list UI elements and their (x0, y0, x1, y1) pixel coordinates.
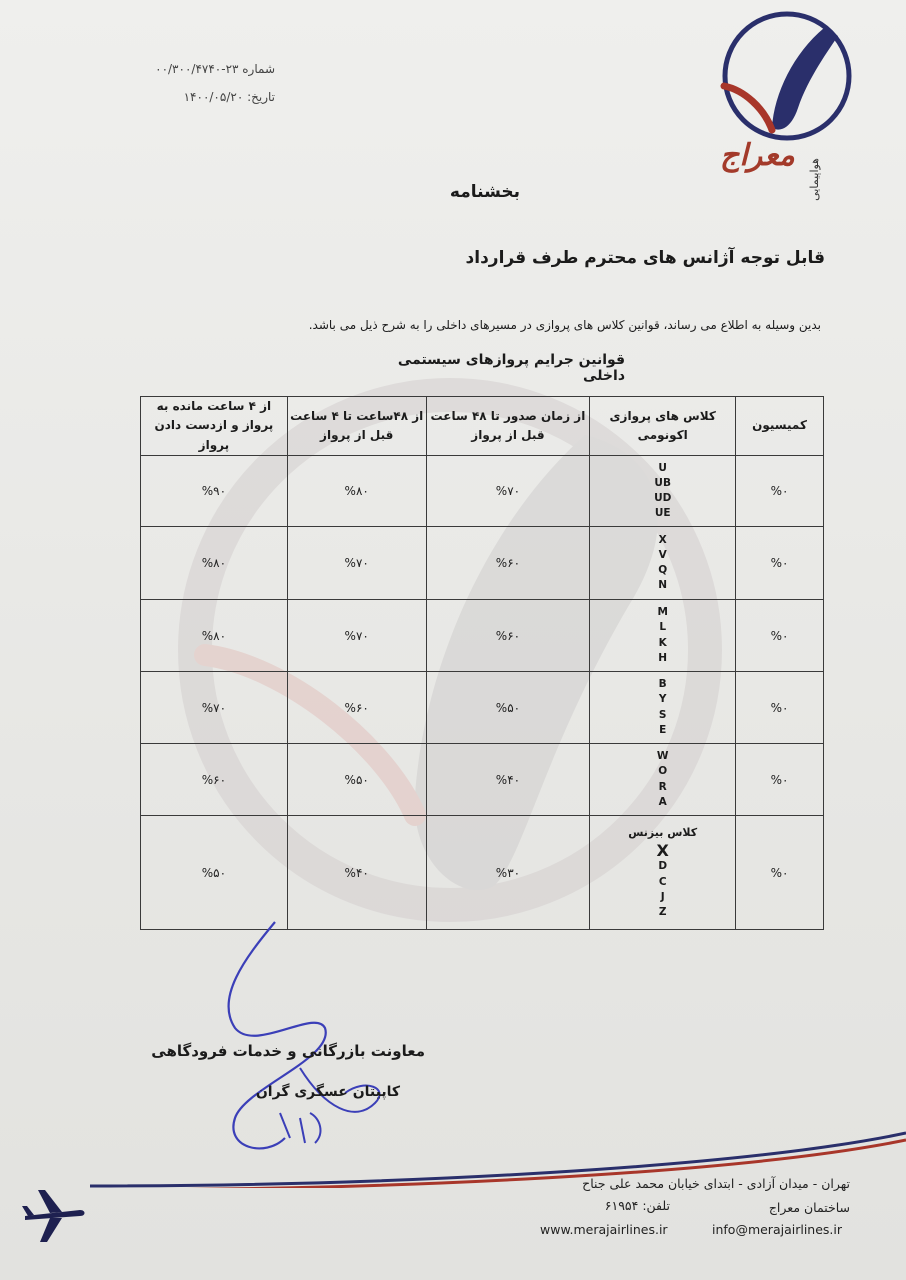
class-code: Z (658, 905, 667, 918)
class-code: UE (654, 507, 671, 520)
class-code: U (658, 461, 667, 474)
header-last-4h: از ۴ ساعت مانده به پرواز و ازدست دادن پرواز (141, 397, 288, 456)
penalty-early: %۶۰ (426, 527, 590, 600)
penalty-late: %۵۰ (141, 816, 288, 930)
table-row (141, 600, 824, 672)
class-code: R (658, 780, 667, 793)
penalty-early: %۵۰ (426, 672, 590, 744)
commission-cell: %۰ (736, 527, 824, 600)
table-title: قوانین جرایم پروازهای سیستمی داخلی (397, 352, 625, 384)
header-issue-to-48h: از زمان صدور تا ۴۸ ساعت قبل از پرواز (426, 397, 590, 456)
penalty-late: %۸۰ (141, 527, 288, 600)
penalty-mid: %۷۰ (287, 527, 426, 600)
signatory-name: کاپیتان عسگری گران (255, 1084, 400, 1100)
class-code: D (658, 860, 668, 873)
penalty-late: %۶۰ (141, 744, 288, 816)
class-code: UB (654, 476, 671, 489)
penalty-early: %۷۰ (426, 456, 590, 527)
penalty-mid: %۸۰ (287, 456, 426, 527)
class-code: A (658, 795, 667, 808)
commission-cell: %۰ (736, 600, 824, 672)
penalty-mid: %۶۰ (287, 672, 426, 744)
table-row (141, 744, 824, 816)
penalty-mid: %۴۰ (287, 816, 426, 930)
class-code: S (658, 708, 667, 721)
class-code: W (656, 750, 669, 763)
class-code: K (658, 636, 667, 649)
class-code: J (660, 890, 665, 903)
footer-phone: تلفن: ۶۱۹۵۴ (604, 1198, 670, 1213)
header-commission: کمیسیون (736, 397, 824, 456)
class-code: C (658, 875, 667, 888)
class-list (590, 456, 736, 527)
penalty-early: %۶۰ (426, 600, 590, 672)
logo-subtext: هواپیمایی (808, 158, 821, 201)
penalty-late: %۷۰ (141, 672, 288, 744)
class-code: Y (658, 693, 667, 706)
penalty-mid: %۷۰ (287, 600, 426, 672)
penalty-early: %۳۰ (426, 816, 590, 930)
class-list (590, 527, 736, 600)
penalty-early: %۴۰ (426, 744, 590, 816)
class-list (590, 816, 736, 930)
signatory-department: معاونت بازرگانی و خدمات فرودگاهی (151, 1042, 425, 1060)
class-code: L (659, 621, 667, 634)
class-code: N (658, 579, 668, 592)
table-header-row (141, 397, 824, 456)
class-code: X (658, 533, 667, 546)
penalty-late: %۹۰ (141, 456, 288, 527)
class-list (590, 672, 736, 744)
table-row (141, 527, 824, 600)
footer-website[interactable]: www.merajairlines.ir (540, 1222, 668, 1237)
class-code: V (658, 548, 667, 561)
class-code: UD (654, 492, 672, 504)
footer-address-line2: ساختمان معراج (768, 1200, 850, 1215)
header-48h-to-4h: از ۴۸ساعت تا ۴ ساعت قبل از پرواز (287, 397, 426, 456)
logo-wordmark: معراج (720, 138, 795, 173)
footer-address-line1: تهران - میدان آزادی - ابتدای خیابان محمد علی جناح (582, 1176, 850, 1191)
letter-number: شماره ۲۳-۰۰/۳۰۰/۴۷۴۰ (155, 62, 275, 76)
table-row (141, 816, 824, 930)
penalty-rules-table (140, 396, 824, 930)
class-code: H (658, 651, 668, 664)
addressee: قابل توجه آژانس های محترم طرف قرارداد (465, 248, 825, 268)
header-economy-classes: کلاس های پروازی اکونومی (590, 397, 736, 456)
x-mark-icon: X (656, 840, 669, 860)
commission-cell: %۰ (736, 672, 824, 744)
business-class-label: کلاس بیزنس (628, 825, 698, 839)
table-row (141, 456, 824, 527)
class-list (590, 744, 736, 816)
footer-email[interactable]: info@merajairlines.ir (712, 1222, 843, 1237)
class-list (590, 600, 736, 672)
commission-cell: %۰ (736, 816, 824, 930)
airplane-icon (20, 1180, 90, 1250)
class-code: E (659, 723, 667, 736)
class-code: O (658, 765, 668, 778)
commission-cell: %۰ (736, 744, 824, 816)
document-title: بخشنامه (449, 182, 520, 202)
class-code: B (658, 678, 667, 691)
class-code: M (657, 606, 668, 619)
intro-text: بدین وسیله به اطلاع می رساند، قوانین کلاس های پروازی در مسیرهای داخلی را به شرح ذیل می باشد. (308, 318, 821, 332)
commission-cell: %۰ (736, 456, 824, 527)
penalty-late: %۸۰ (141, 600, 288, 672)
letter-date: تاریخ: ۱۴۰۰/۰۵/۲۰ (183, 90, 275, 104)
class-code: Q (658, 564, 668, 576)
penalty-mid: %۵۰ (287, 744, 426, 816)
table-row (141, 672, 824, 744)
